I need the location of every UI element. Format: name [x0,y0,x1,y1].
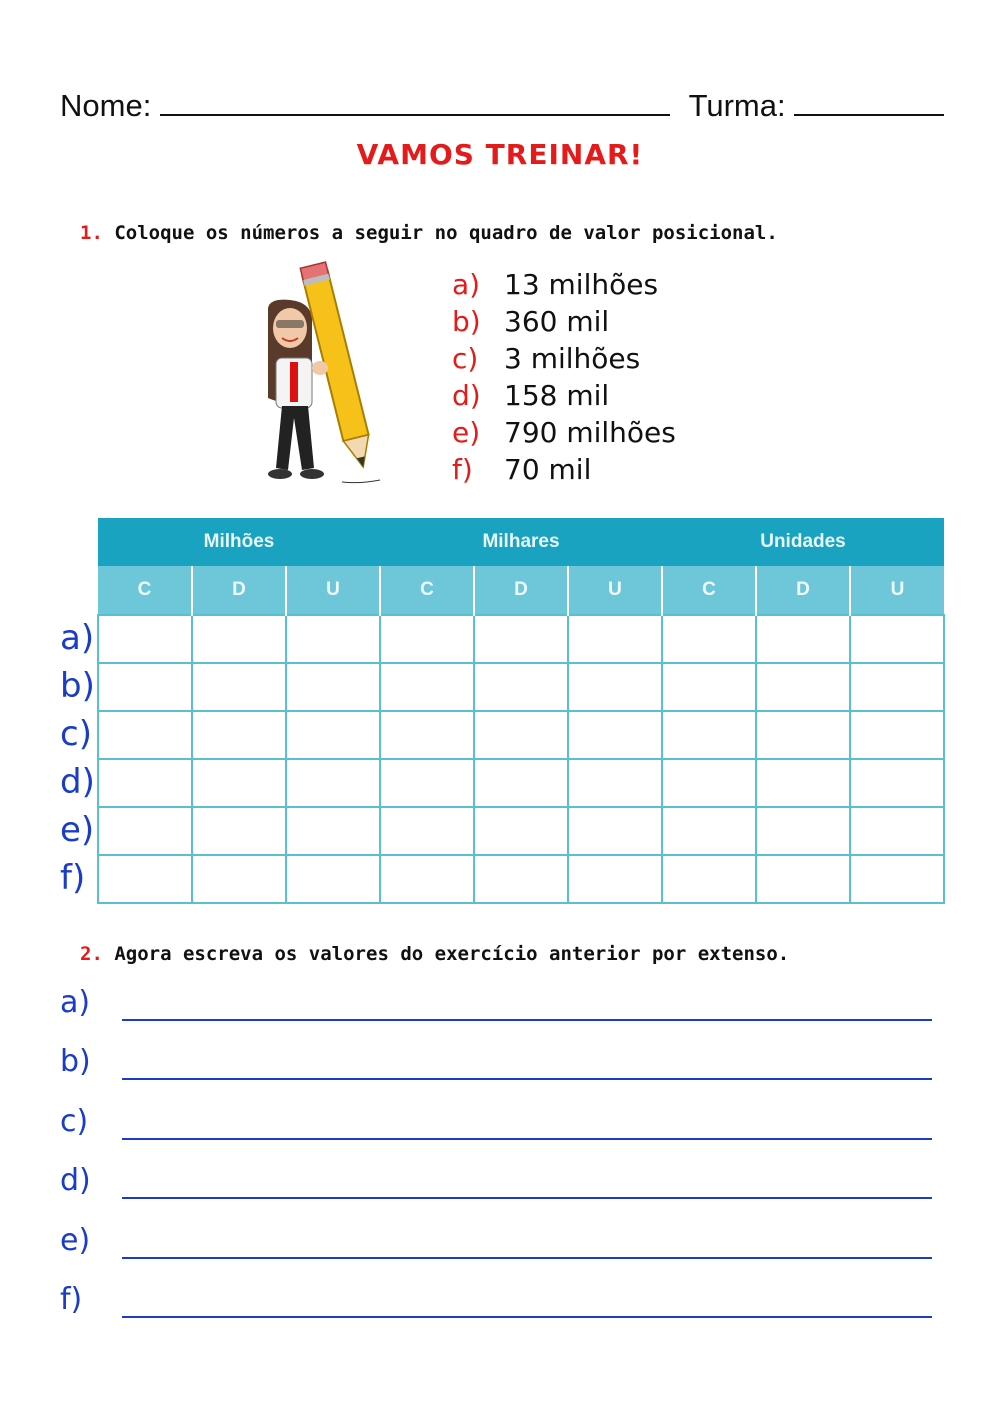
table-cell[interactable] [568,855,662,903]
list-item-letter: d) [452,379,481,412]
table-row [98,615,944,663]
table-cell[interactable] [474,855,568,903]
table-cell[interactable] [568,759,662,807]
list-item [452,416,676,453]
table-row [98,711,944,759]
list-item-letter: b) [452,305,481,338]
table-cell[interactable] [850,759,944,807]
table-cell[interactable] [192,759,286,807]
table-cell[interactable] [568,663,662,711]
table-cell[interactable] [756,807,850,855]
answer-label: e) [60,1222,91,1258]
class-label: Turma: [688,88,786,123]
column-header: D [756,566,850,615]
table-cell[interactable] [662,711,756,759]
table-cell[interactable] [380,663,474,711]
table-cell[interactable] [662,663,756,711]
table-cell[interactable] [286,759,380,807]
table-cell[interactable] [192,855,286,903]
table-cell[interactable] [662,615,756,663]
table-cell[interactable] [286,615,380,663]
answer-label: d) [60,1163,91,1199]
table-group-header [98,518,944,566]
table-cell[interactable] [662,855,756,903]
group-header-units: Unidades [662,518,944,566]
list-item-letter: f) [452,453,473,486]
table-cell[interactable] [850,807,944,855]
table-cell[interactable] [756,759,850,807]
list-item [452,342,676,379]
list-item-letter: c) [452,342,479,375]
table-cell[interactable] [474,711,568,759]
list-item-value: 70 mil [504,453,592,486]
table-cell[interactable] [474,759,568,807]
table-cell[interactable] [380,615,474,663]
table-cell[interactable] [286,663,380,711]
question-1 [80,222,778,244]
list-item-value: 790 milhões [504,416,676,449]
row-label: c) [60,714,92,754]
answer-field[interactable] [122,1078,932,1080]
question-1-text: Coloque os números a seguir no quadro de valor posicional. [114,222,778,244]
column-header: D [192,566,286,615]
column-header: C [662,566,756,615]
table-cell[interactable] [286,711,380,759]
name-field[interactable] [160,84,670,116]
column-header: D [474,566,568,615]
table-cell[interactable] [662,759,756,807]
table-cell[interactable] [98,711,192,759]
group-header-thousands: Milhares [380,518,662,566]
table-cell[interactable] [380,759,474,807]
table-cell[interactable] [380,807,474,855]
table-cell[interactable] [98,807,192,855]
list-item [452,305,676,342]
answer-label: a) [60,985,91,1020]
table-cell[interactable] [98,855,192,903]
table-cell[interactable] [192,807,286,855]
girl-with-pencil-illustration [250,258,400,494]
column-header: U [286,566,380,615]
list-item-value: 158 mil [504,379,610,412]
header-line [60,84,940,128]
table-row [98,663,944,711]
list-item-value: 13 milhões [504,268,659,301]
list-item [452,453,676,490]
table-row [98,807,944,855]
class-field[interactable] [794,84,944,116]
row-label: b) [60,666,95,706]
question-2-text: Agora escreva os valores do exercício anterior por extenso. [114,943,790,965]
answer-field[interactable] [122,1138,932,1140]
page-title: VAMOS TREINAR! [356,138,644,171]
answer-field[interactable] [122,1019,932,1021]
table-cell[interactable] [474,663,568,711]
table-cell[interactable] [380,711,474,759]
table-cell[interactable] [568,711,662,759]
answer-label: b) [60,1044,91,1080]
name-label: Nome: [60,88,152,123]
table-cell[interactable] [98,615,192,663]
table-cell[interactable] [568,615,662,663]
table-cell[interactable] [850,615,944,663]
table-cell[interactable] [286,855,380,903]
table-row [98,855,944,903]
row-label: e) [60,810,95,850]
list-item-letter: e) [452,416,481,449]
table-cell[interactable] [192,663,286,711]
table-cell[interactable] [380,855,474,903]
list-item-value: 3 milhões [504,342,641,375]
answer-label: c) [60,1103,89,1139]
question-2 [80,943,789,965]
table-cell[interactable] [192,711,286,759]
answer-field[interactable] [122,1197,932,1199]
table-cell[interactable] [756,663,850,711]
column-header: C [380,566,474,615]
table-cell[interactable] [286,807,380,855]
list-item [452,379,676,416]
question-1-number: 1. [80,222,103,244]
table-row [98,759,944,807]
column-header: U [850,566,944,615]
table-cell[interactable] [98,663,192,711]
numbers-list [452,268,676,490]
table-cell[interactable] [756,711,850,759]
place-value-table [97,518,945,904]
table-cell[interactable] [756,855,850,903]
row-label: f) [60,858,86,898]
list-item-letter: a) [452,268,481,301]
list-item-value: 360 mil [504,305,610,338]
table-cell[interactable] [474,807,568,855]
row-label: d) [60,762,95,802]
table-cell[interactable] [474,615,568,663]
row-label: a) [60,618,95,658]
answer-field[interactable] [122,1257,932,1259]
group-header-millions: Milhões [98,518,380,566]
table-cell[interactable] [568,807,662,855]
table-cell[interactable] [850,855,944,903]
answer-field[interactable] [122,1316,932,1318]
table-cell[interactable] [850,663,944,711]
table-cell[interactable] [192,615,286,663]
table-row-labels [60,614,95,902]
table-sub-header [98,566,944,615]
table-cell[interactable] [756,615,850,663]
list-item [452,268,676,305]
answer-label: f) [60,1281,83,1317]
question-2-number: 2. [80,943,103,965]
column-header: U [568,566,662,615]
table-cell[interactable] [662,807,756,855]
column-header: C [98,566,192,615]
table-cell[interactable] [850,711,944,759]
table-cell[interactable] [98,759,192,807]
